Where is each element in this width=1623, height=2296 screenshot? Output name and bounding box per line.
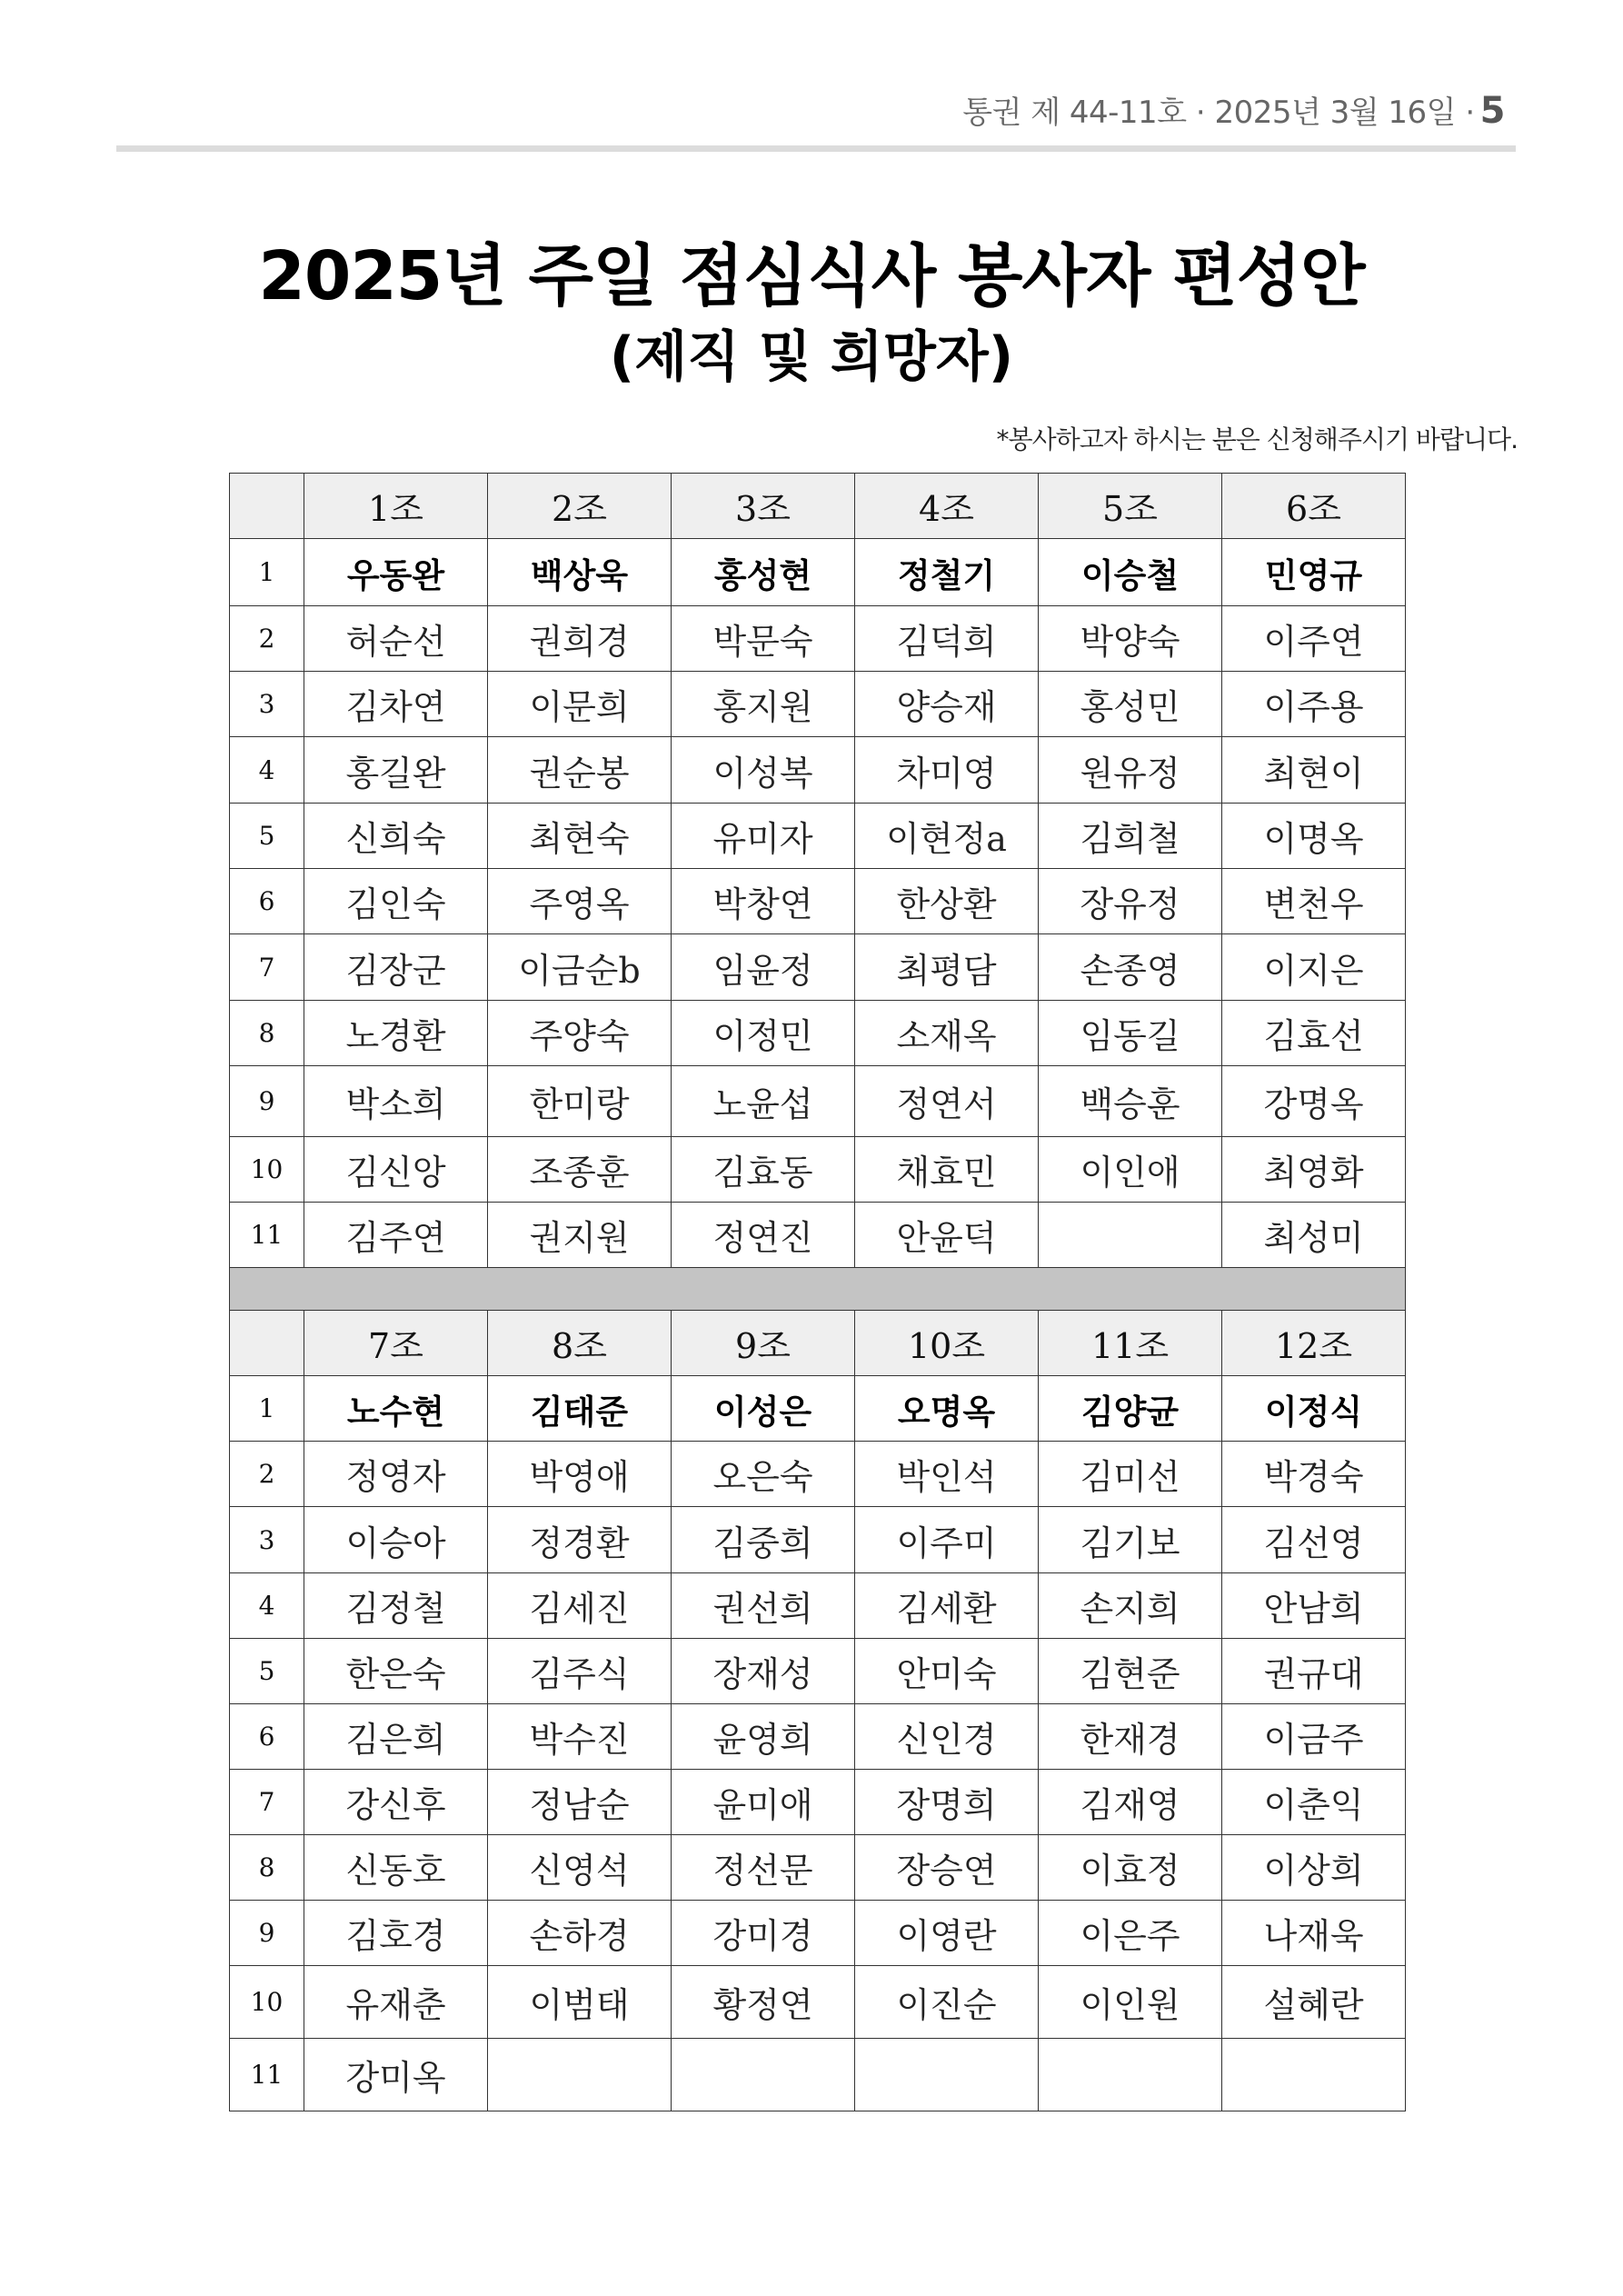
- block-separator: [230, 1268, 1406, 1311]
- volunteer-name: 이금주: [1222, 1704, 1406, 1770]
- volunteer-name: 김덕희: [855, 606, 1039, 672]
- volunteer-name: 신희숙: [304, 804, 488, 869]
- volunteer-name: 김인숙: [304, 869, 488, 934]
- volunteer-name: 김차연: [304, 672, 488, 737]
- volunteer-name: 이문희: [488, 672, 672, 737]
- group-header: 11조: [1039, 1311, 1222, 1376]
- volunteer-name: 안미숙: [855, 1639, 1039, 1704]
- volunteer-name: 박문숙: [672, 606, 855, 672]
- volunteer-name: 이진순: [855, 1966, 1039, 2039]
- group-header-row: [230, 474, 1406, 539]
- group-header: 3조: [672, 474, 855, 539]
- separator-cell: [230, 1268, 1406, 1311]
- volunteer-name: 신영석: [488, 1835, 672, 1901]
- volunteer-name: 이승아: [304, 1507, 488, 1573]
- group-header: 2조: [488, 474, 672, 539]
- row-number: 6: [230, 869, 304, 934]
- table-row: [230, 1001, 1406, 1066]
- volunteer-name: 김정철: [304, 1573, 488, 1639]
- volunteer-name: 소재옥: [855, 1001, 1039, 1066]
- volunteer-name: 한상환: [855, 869, 1039, 934]
- row-number: 1: [230, 539, 304, 606]
- volunteer-name: 최영화: [1222, 1137, 1406, 1203]
- volunteer-name: 김호경: [304, 1901, 488, 1966]
- volunteer-name: 최성미: [1222, 1203, 1406, 1268]
- volunteer-name: 권희경: [488, 606, 672, 672]
- volunteer-name: 정남순: [488, 1770, 672, 1835]
- volunteer-name: 정연서: [855, 1066, 1039, 1137]
- volunteer-name: 이현정a: [855, 804, 1039, 869]
- group-header: 1조: [304, 474, 488, 539]
- volunteer-name: 김장군: [304, 934, 488, 1001]
- table-row: [230, 1203, 1406, 1268]
- group-header: 10조: [855, 1311, 1039, 1376]
- volunteer-name: 권선희: [672, 1573, 855, 1639]
- volunteer-name: 안윤덕: [855, 1203, 1039, 1268]
- row-number: 4: [230, 1573, 304, 1639]
- table-row: [230, 1639, 1406, 1704]
- table-row: [230, 1507, 1406, 1573]
- table-row: [230, 1835, 1406, 1901]
- volunteer-name: 강명옥: [1222, 1066, 1406, 1137]
- volunteer-name: 이지은: [1222, 934, 1406, 1001]
- volunteer-name: 김효동: [672, 1137, 855, 1203]
- row-number: 10: [230, 1137, 304, 1203]
- volunteer-name: 이범태: [488, 1966, 672, 2039]
- table-row: [230, 2039, 1406, 2111]
- volunteer-name: 윤미애: [672, 1770, 855, 1835]
- table-row: [230, 1966, 1406, 2039]
- row-number: 5: [230, 1639, 304, 1704]
- volunteer-name: 양승재: [855, 672, 1039, 737]
- volunteer-name: 박수진: [488, 1704, 672, 1770]
- volunteer-name: 박소희: [304, 1066, 488, 1137]
- volunteer-name: 강미경: [672, 1901, 855, 1966]
- volunteer-name: 정경환: [488, 1507, 672, 1573]
- group-header-row: [230, 1311, 1406, 1376]
- row-number: 3: [230, 1507, 304, 1573]
- volunteer-name: 김주연: [304, 1203, 488, 1268]
- volunteer-name: 한은숙: [304, 1639, 488, 1704]
- volunteer-name: 박인석: [855, 1442, 1039, 1507]
- volunteer-name: 김은희: [304, 1704, 488, 1770]
- volunteer-name: 김기보: [1039, 1507, 1222, 1573]
- volunteer-name: 강미옥: [304, 2039, 488, 2111]
- volunteer-name: 유재춘: [304, 1966, 488, 2039]
- volunteer-name: 조종훈: [488, 1137, 672, 1203]
- volunteer-name: 이상희: [1222, 1835, 1406, 1901]
- row-number: 11: [230, 2039, 304, 2111]
- volunteer-name: 장명희: [855, 1770, 1039, 1835]
- leader-name: 김태준: [488, 1376, 672, 1442]
- table-row: [230, 672, 1406, 737]
- volunteer-name: 이금순b: [488, 934, 672, 1001]
- volunteer-name: 이주용: [1222, 672, 1406, 737]
- leader-name: 이승철: [1039, 539, 1222, 606]
- table-row: [230, 1770, 1406, 1835]
- volunteer-name: 홍길완: [304, 737, 488, 804]
- row-number: 3: [230, 672, 304, 737]
- volunteer-name: 권지원: [488, 1203, 672, 1268]
- leader-name: 노수현: [304, 1376, 488, 1442]
- leader-name: 홍성현: [672, 539, 855, 606]
- volunteer-name: 임동길: [1039, 1001, 1222, 1066]
- volunteer-name: 오은숙: [672, 1442, 855, 1507]
- volunteer-roster-table: [229, 473, 1406, 2111]
- row-number: 8: [230, 1001, 304, 1066]
- volunteer-name: 채효민: [855, 1137, 1039, 1203]
- row-number: 6: [230, 1704, 304, 1770]
- volunteer-name: 홍지원: [672, 672, 855, 737]
- volunteer-name: 최현숙: [488, 804, 672, 869]
- group-header: 9조: [672, 1311, 855, 1376]
- table-row: [230, 1901, 1406, 1966]
- row-number: 9: [230, 1901, 304, 1966]
- volunteer-name: 이주미: [855, 1507, 1039, 1573]
- volunteer-name: 김희철: [1039, 804, 1222, 869]
- volunteer-name: 신인경: [855, 1704, 1039, 1770]
- volunteer-name: 박양숙: [1039, 606, 1222, 672]
- volunteer-name: 변천우: [1222, 869, 1406, 934]
- volunteer-name: 황정연: [672, 1966, 855, 2039]
- group-header: 5조: [1039, 474, 1222, 539]
- row-number: 2: [230, 606, 304, 672]
- table-row: [230, 804, 1406, 869]
- group-header: 4조: [855, 474, 1039, 539]
- volunteer-name: 한재경: [1039, 1704, 1222, 1770]
- group-header: 6조: [1222, 474, 1406, 539]
- page-number: 5: [1479, 90, 1505, 132]
- page-title: 2025년 주일 점심식사 봉사자 편성안: [258, 237, 1365, 315]
- table-row: [230, 1573, 1406, 1639]
- volunteer-name: 손지희: [1039, 1573, 1222, 1639]
- volunteer-name: 김미선: [1039, 1442, 1222, 1507]
- volunteer-name: 허순선: [304, 606, 488, 672]
- volunteer-name: 강신후: [304, 1770, 488, 1835]
- signup-note: *봉사하고자 하시는 분은 신청해주시기 바랍니다.: [996, 424, 1518, 454]
- volunteer-name: 신동호: [304, 1835, 488, 1901]
- volunteer-name: 이명옥: [1222, 804, 1406, 869]
- leader-name: 백상욱: [488, 539, 672, 606]
- corner-cell: [230, 474, 304, 539]
- table-row: [230, 934, 1406, 1001]
- group-header: 8조: [488, 1311, 672, 1376]
- volunteer-name: [1222, 2039, 1406, 2111]
- volunteer-name: 노윤섭: [672, 1066, 855, 1137]
- table-row: [230, 1704, 1406, 1770]
- corner-cell: [230, 1311, 304, 1376]
- volunteer-name: [1039, 2039, 1222, 2111]
- volunteer-name: 정선문: [672, 1835, 855, 1901]
- leader-name: 김양균: [1039, 1376, 1222, 1442]
- row-number: 7: [230, 934, 304, 1001]
- volunteer-name: 최평담: [855, 934, 1039, 1001]
- leader-row: [230, 1376, 1406, 1442]
- volunteer-name: 이영란: [855, 1901, 1039, 1966]
- volunteer-name: 이춘익: [1222, 1770, 1406, 1835]
- issue-info: 통권 제 44-11호 · 2025년 3월 16일 ·: [962, 95, 1475, 131]
- volunteer-name: 이주연: [1222, 606, 1406, 672]
- volunteer-name: 윤영희: [672, 1704, 855, 1770]
- volunteer-name: 이성복: [672, 737, 855, 804]
- row-number: 2: [230, 1442, 304, 1507]
- header-divider: [116, 145, 1516, 152]
- leader-name: 우동완: [304, 539, 488, 606]
- volunteer-name: 김신앙: [304, 1137, 488, 1203]
- leader-name: 이정식: [1222, 1376, 1406, 1442]
- volunteer-name: 백승훈: [1039, 1066, 1222, 1137]
- leader-row: [230, 539, 1406, 606]
- group-header: 7조: [304, 1311, 488, 1376]
- volunteer-name: 최현이: [1222, 737, 1406, 804]
- table-row: [230, 869, 1406, 934]
- row-number: 4: [230, 737, 304, 804]
- table-row: [230, 1066, 1406, 1137]
- row-number: 5: [230, 804, 304, 869]
- volunteer-name: 박영애: [488, 1442, 672, 1507]
- volunteer-name: 김세진: [488, 1573, 672, 1639]
- volunteer-name: 장재성: [672, 1639, 855, 1704]
- volunteer-name: 안남희: [1222, 1573, 1406, 1639]
- volunteer-name: 손종영: [1039, 934, 1222, 1001]
- page-subtitle: (제직 및 희망자): [609, 325, 1014, 389]
- volunteer-name: 이인애: [1039, 1137, 1222, 1203]
- volunteer-name: 김효선: [1222, 1001, 1406, 1066]
- volunteer-name: 이정민: [672, 1001, 855, 1066]
- row-number: 7: [230, 1770, 304, 1835]
- volunteer-name: 김세환: [855, 1573, 1039, 1639]
- volunteer-name: 정연진: [672, 1203, 855, 1268]
- table-row: [230, 737, 1406, 804]
- volunteer-name: [855, 2039, 1039, 2111]
- volunteer-name: 장유정: [1039, 869, 1222, 934]
- leader-name: 민영규: [1222, 539, 1406, 606]
- volunteer-name: 설혜란: [1222, 1966, 1406, 2039]
- leader-name: 정철기: [855, 539, 1039, 606]
- volunteer-name: 이은주: [1039, 1901, 1222, 1966]
- volunteer-name: 김주식: [488, 1639, 672, 1704]
- table-row: [230, 1442, 1406, 1507]
- volunteer-name: 나재욱: [1222, 1901, 1406, 1966]
- volunteer-name: [1039, 1203, 1222, 1268]
- volunteer-name: [488, 2039, 672, 2111]
- volunteer-name: 한미랑: [488, 1066, 672, 1137]
- table-row: [230, 606, 1406, 672]
- volunteer-name: 임윤정: [672, 934, 855, 1001]
- volunteer-name: 박창연: [672, 869, 855, 934]
- group-header: 12조: [1222, 1311, 1406, 1376]
- row-number: 9: [230, 1066, 304, 1137]
- leader-name: 이성은: [672, 1376, 855, 1442]
- row-number: 10: [230, 1966, 304, 2039]
- volunteer-name: 유미자: [672, 804, 855, 869]
- volunteer-name: 김중희: [672, 1507, 855, 1573]
- volunteer-name: 원유정: [1039, 737, 1222, 804]
- volunteer-name: 노경환: [304, 1001, 488, 1066]
- volunteer-name: 장승연: [855, 1835, 1039, 1901]
- row-number: 8: [230, 1835, 304, 1901]
- volunteer-name: 이인원: [1039, 1966, 1222, 2039]
- volunteer-name: 권순봉: [488, 737, 672, 804]
- volunteer-name: [672, 2039, 855, 2111]
- volunteer-name: 이효정: [1039, 1835, 1222, 1901]
- issue-header: [962, 87, 1505, 132]
- volunteer-name: 정영자: [304, 1442, 488, 1507]
- volunteer-name: 박경숙: [1222, 1442, 1406, 1507]
- volunteer-name: 김재영: [1039, 1770, 1222, 1835]
- row-number: 11: [230, 1203, 304, 1268]
- volunteer-name: 홍성민: [1039, 672, 1222, 737]
- volunteer-name: 손하경: [488, 1901, 672, 1966]
- volunteer-name: 김현준: [1039, 1639, 1222, 1704]
- table-row: [230, 1137, 1406, 1203]
- volunteer-name: 차미영: [855, 737, 1039, 804]
- volunteer-name: 권규대: [1222, 1639, 1406, 1704]
- leader-name: 오명옥: [855, 1376, 1039, 1442]
- volunteer-name: 주양숙: [488, 1001, 672, 1066]
- volunteer-name: 김선영: [1222, 1507, 1406, 1573]
- volunteer-name: 주영옥: [488, 869, 672, 934]
- row-number: 1: [230, 1376, 304, 1442]
